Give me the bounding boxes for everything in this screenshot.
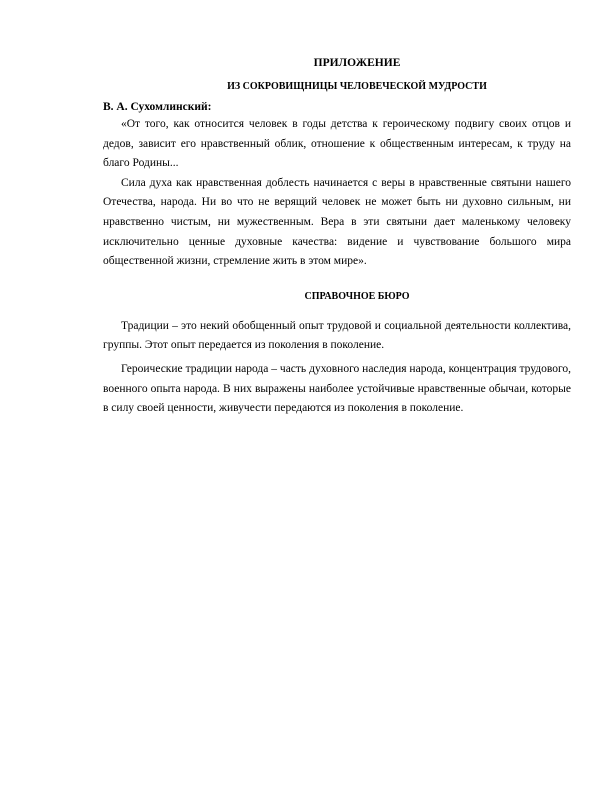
quote-paragraph: «От того, как относится человек в годы детства к героическому подвигу своих отцов и дедов, зависит его нравственный облик, отношение к общественным интересам, к труду на благо Родины... [103, 118, 571, 170]
document-subtitle: ИЗ СОКРОВИЩНИЦЫ ЧЕЛОВЕЧЕСКОЙ МУДРОСТИ [227, 81, 487, 92]
quote-author: В. А. Сухомлинский: [103, 101, 212, 113]
document-title: ПРИЛОЖЕНИЕ [313, 57, 401, 69]
section-title: СПРАВОЧНОЕ БЮРО [304, 290, 410, 302]
document-body [103, 56, 571, 419]
quote-paragraph: Сила духа как нравственная доблесть начинается с веры в нравственные святыни нашего Отечества, народа. Ни во что не верящий человек не может быть ни духовно сильным, ни нравственно чистым, ни мужественным. Вера в эти святыни дает маленькому человеку исключительно ценные духовные качества: видение и чувствование большого мира общественной жизни, стремление жить в этом мире». [103, 176, 571, 268]
reference-paragraph: Героические традиции народа – часть духовного наследия народа, концентрация трудового, военного опыта народа. В них выражены наиболее устойчивые нравственные обычаи, которые в силу своей ценности, живучести передаются из поколения в поколение. [103, 362, 571, 415]
reference-paragraph: Традиции – это некий обобщенный опыт трудовой и социальной деятельности коллектива, группы. Этот опыт передается из поколения в поколение. [103, 319, 571, 352]
